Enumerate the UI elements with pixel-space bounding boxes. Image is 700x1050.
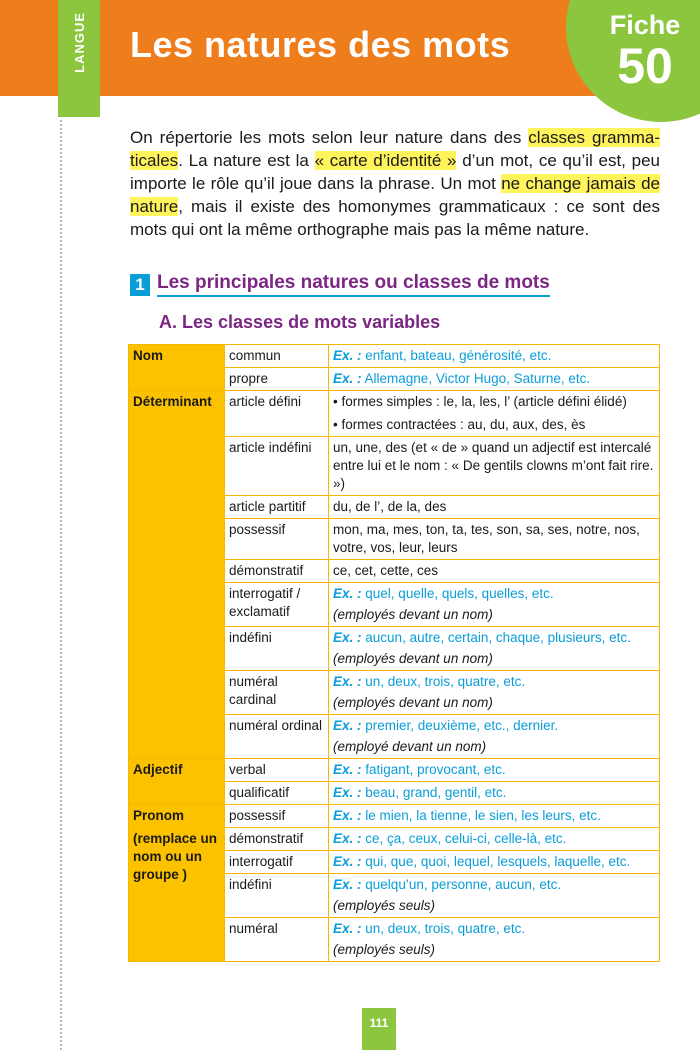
description-text: ce, cet, cette, ces xyxy=(333,563,439,578)
table-row xyxy=(129,391,660,437)
example-label: Ex. : xyxy=(333,348,362,363)
description-text: mon, ma, mes, ton, ta, tes, son, sa, ses, notre, nos, votre, vos, leur, leurs xyxy=(333,522,640,555)
description-text: • formes simples : le, la, les, l’ (article défini élidé) xyxy=(333,394,627,409)
category-label: Pronom xyxy=(133,808,185,823)
word-classes-table xyxy=(128,344,660,962)
intro-text: d’un mot, ce qu’il est, peu importe le rôle qu’il joue dans la phrase. Un mot xyxy=(130,151,660,193)
subcategory-cell: possessif xyxy=(225,805,329,828)
example-cell xyxy=(329,851,660,874)
example-cell xyxy=(329,671,660,715)
example-text: Allemagne, Victor Hugo, Saturne, etc. xyxy=(364,371,591,386)
example-text: enfant, bateau, générosité, etc. xyxy=(365,348,552,363)
subcategory-cell: verbal xyxy=(225,759,329,782)
example-text: un, deux, trois, quatre, etc. xyxy=(365,921,526,936)
example-cell xyxy=(329,345,660,368)
fiche-number: 50 xyxy=(617,38,673,94)
fiche-label: Fiche xyxy=(609,10,681,40)
subcategory-cell: possessif xyxy=(225,519,329,560)
example-cell xyxy=(329,828,660,851)
table-row xyxy=(129,759,660,782)
example-label: Ex. : xyxy=(333,718,362,733)
example-cell xyxy=(329,918,660,962)
example-label: Ex. : xyxy=(333,808,362,823)
table-row xyxy=(129,345,660,368)
usage-note: (employés devant un nom) xyxy=(333,607,493,622)
section-number: 1 xyxy=(130,274,150,296)
example-cell xyxy=(329,519,660,560)
example-text: un, deux, trois, quatre, etc. xyxy=(365,674,526,689)
page-title: Les natures des mots xyxy=(130,24,511,65)
example-cell xyxy=(329,759,660,782)
category-cell xyxy=(129,391,225,759)
example-text: premier, deuxième, etc., dernier. xyxy=(365,718,559,733)
highlighted-text: classes grammaticales xyxy=(130,128,660,170)
margin-divider xyxy=(60,115,62,1050)
category-label: Nom xyxy=(133,348,163,363)
example-cell xyxy=(329,368,660,391)
example-cell xyxy=(329,627,660,671)
highlighted-text: « carte d’identité » xyxy=(314,151,457,170)
example-text: qui, que, quoi, lequel, lesquels, laquelle, etc. xyxy=(365,854,631,869)
example-label: Ex. : xyxy=(333,371,362,386)
category-cell xyxy=(129,345,225,391)
example-label: Ex. : xyxy=(333,674,362,689)
subcategory-cell: article indéfini xyxy=(225,437,329,496)
subcategory-cell: indéfini xyxy=(225,874,329,918)
description-text: un, une, des (et « de » quand un adjectif est intercalé entre lui et le nom : « De gentils clowns m’ont fait rire. ») xyxy=(333,440,654,491)
example-label: Ex. : xyxy=(333,586,362,601)
example-text: quel, quelle, quels, quelles, etc. xyxy=(365,586,554,601)
category-note: (remplace un nom ou un groupe ) xyxy=(133,831,218,882)
category-cell xyxy=(129,805,225,962)
description-text: • formes contractées : au, du, aux, des, ès xyxy=(333,417,586,432)
example-label: Ex. : xyxy=(333,785,362,800)
example-cell xyxy=(329,560,660,583)
usage-note: (employé devant un nom) xyxy=(333,739,487,754)
section-tab-label: LANGUE xyxy=(71,12,87,73)
example-label: Ex. : xyxy=(333,854,362,869)
intro-text: , mais il existe des homonymes grammaticaux : ce sont des mots qui ont la même orthographe mais pas la même nature. xyxy=(130,197,660,239)
subcategory-cell: indéfini xyxy=(225,627,329,671)
subcategory-cell: numéral ordinal xyxy=(225,715,329,759)
example-text: quelqu’un, personne, aucun, etc. xyxy=(365,877,562,892)
subcategory-cell: interrogatif / exclamatif xyxy=(225,583,329,627)
example-cell xyxy=(329,496,660,519)
example-cell xyxy=(329,391,660,437)
example-text: fatigant, provocant, etc. xyxy=(365,762,506,777)
usage-note: (employés seuls) xyxy=(333,898,436,913)
example-cell xyxy=(329,805,660,828)
subcategory-cell: propre xyxy=(225,368,329,391)
subcategory-cell: article défini xyxy=(225,391,329,437)
section-heading xyxy=(130,272,550,297)
highlighted-text: ne change jamais de nature xyxy=(130,174,661,216)
subcategory-cell: article partitif xyxy=(225,496,329,519)
subcategory-cell: numéral xyxy=(225,918,329,962)
example-cell xyxy=(329,874,660,918)
example-label: Ex. : xyxy=(333,762,362,777)
usage-note: (employés devant un nom) xyxy=(333,695,493,710)
intro-paragraph xyxy=(130,126,660,241)
subcategory-cell: numéral cardinal xyxy=(225,671,329,715)
intro-text: On répertorie les mots selon leur nature dans des xyxy=(130,128,529,147)
subcategory-cell: démonstratif xyxy=(225,828,329,851)
category-label: Adjectif xyxy=(133,762,183,777)
intro-text: . La nature est la xyxy=(178,151,315,170)
example-cell xyxy=(329,715,660,759)
page-number: 111 xyxy=(362,1008,396,1050)
example-label: Ex. : xyxy=(333,831,362,846)
example-cell xyxy=(329,782,660,805)
example-cell xyxy=(329,437,660,496)
example-text: beau, grand, gentil, etc. xyxy=(365,785,507,800)
table-row xyxy=(129,805,660,828)
example-text: aucun, autre, certain, chaque, plusieurs, etc. xyxy=(365,630,631,645)
section-title: Les principales natures ou classes de mots xyxy=(157,272,550,297)
example-text: le mien, la tienne, le sien, les leurs, etc. xyxy=(365,808,601,823)
example-label: Ex. : xyxy=(333,877,362,892)
usage-note: (employés devant un nom) xyxy=(333,651,493,666)
example-cell xyxy=(329,583,660,627)
example-label: Ex. : xyxy=(333,630,362,645)
category-label: Déterminant xyxy=(133,394,212,409)
subcategory-cell: commun xyxy=(225,345,329,368)
subsection-title: A. Les classes de mots variables xyxy=(159,312,441,332)
category-cell xyxy=(129,759,225,805)
subcategory-cell: qualificatif xyxy=(225,782,329,805)
subcategory-cell: interrogatif xyxy=(225,851,329,874)
example-label: Ex. : xyxy=(333,921,362,936)
description-text: du, de l’, de la, des xyxy=(333,499,447,514)
example-text: ce, ça, ceux, celui-ci, celle-là, etc. xyxy=(365,831,567,846)
section-tab xyxy=(58,0,100,117)
usage-note: (employés seuls) xyxy=(333,942,436,957)
subcategory-cell: démonstratif xyxy=(225,560,329,583)
